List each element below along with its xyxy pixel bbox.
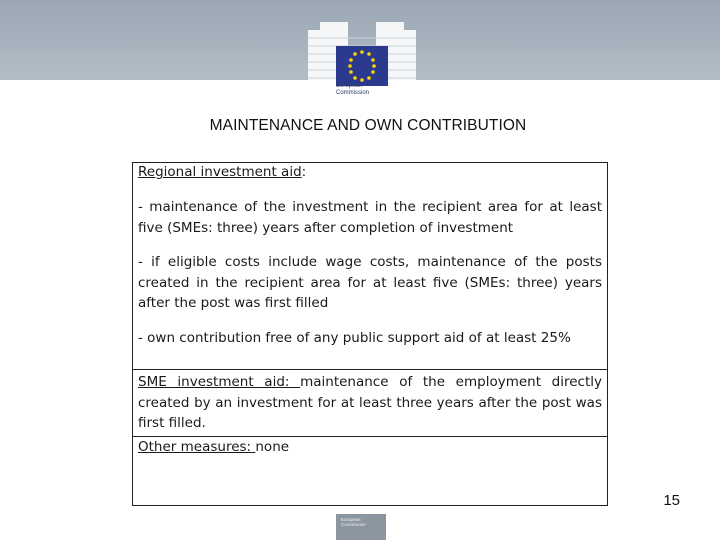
- bullet-maintenance-posts: - if eligible costs include wage costs, maintenance of the posts created in the recipient area for at least five (SMEs: three) years after the post was first filled: [138, 254, 602, 311]
- bullet-own-contribution: - own contribution free of any public support aid of at least 25%: [138, 330, 571, 346]
- regional-aid-heading-line: Regional investment aid:: [138, 164, 307, 180]
- bullet-maintenance-investment: - maintenance of the investment in the recipient area for at least five (SMEs: three) years after completion of investment: [138, 199, 602, 236]
- page-number: 15: [663, 492, 680, 509]
- sme-aid-heading: SME investment aid:: [138, 374, 301, 390]
- footer-logo: European Commission: [336, 514, 386, 540]
- slide-title: MAINTENANCE AND OWN CONTRIBUTION: [209, 117, 527, 134]
- sme-aid-paragraph: SME investment aid: maintenance of the employment directly created by an investment for at least three years after the post was first filled.: [138, 374, 602, 431]
- other-measures-line: Other measures: none: [138, 439, 290, 455]
- regional-aid-heading: Regional investment aid: [138, 164, 302, 180]
- logo-caption: European Commission: [336, 83, 370, 96]
- other-measures-heading: Other measures:: [138, 439, 256, 455]
